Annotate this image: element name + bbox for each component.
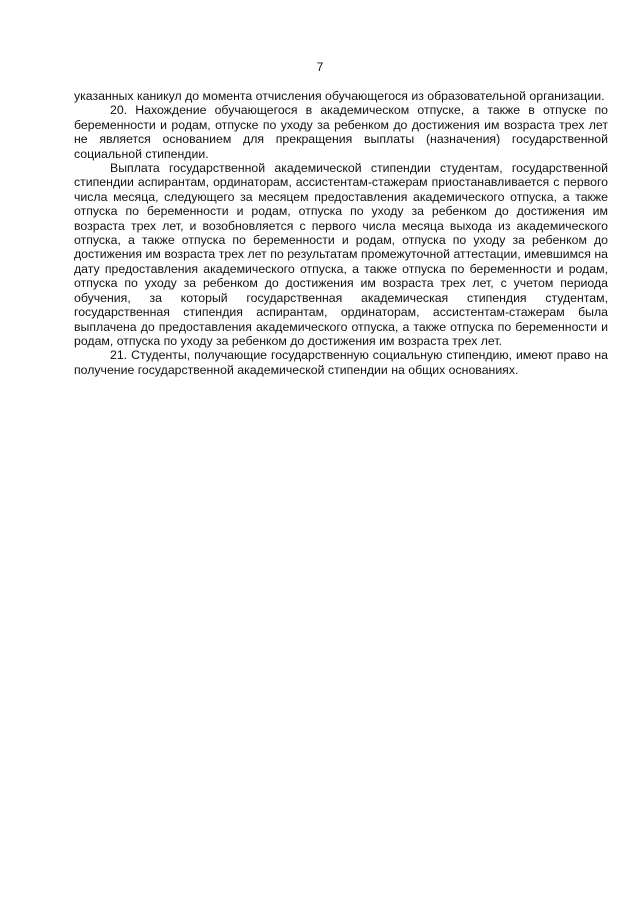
paragraph-stipend-suspension: Выплата государственной академической стипендии студентам, государственной стипендии аспирантам, ординаторам, ассистентам-стажерам приостанавливается с первого числа месяца, следующего за месяцем предоставления академического отпуска, а также отпуска по беременности и родам, отпуска по уходу за ребенком до достижения им возраста трех лет, и возобновляется с первого числа месяца выхода из академического отпуска, а также отпуска по беременности и родам, отпуска по уходу за ребенком до достижения им возраста трех лет по результатам промежуточной аттестации, имевшимся на дату предоставления академического отпуска, а также отпуска по беременности и родам, отпуска по уходу за ребенком до достижения им возраста трех лет, с учетом периода обучения, за который государственная академическая стипендия студентам, государственная стипендия аспирантам, ординаторам, ассистентам-стажерам была выплачена до предоставления академического отпуска, а также отпуска по беременности и родам, отпуска по уходу за ребенком до достижения им возраста трех лет. — [74, 161, 608, 348]
paragraph-continuation: указанных каникул до момента отчисления обучающегося из образовательной организации. — [74, 89, 605, 103]
paragraph-item-21: 21. Студенты, получающие государственную социальную стипендию, имеют право на получение государственной академической стипендии на общих основаниях. — [74, 348, 608, 377]
paragraph-item-20: 20. Нахождение обучающегося в академическом отпуске, а также в отпуске по беременности и родам, отпуске по уходу за ребенком до достижения им возраста трех лет не является основанием для прекращения выплаты (назначения) государственной социальной стипендии. — [74, 103, 608, 161]
page-number: 7 — [316, 60, 324, 74]
document-body — [74, 89, 608, 377]
